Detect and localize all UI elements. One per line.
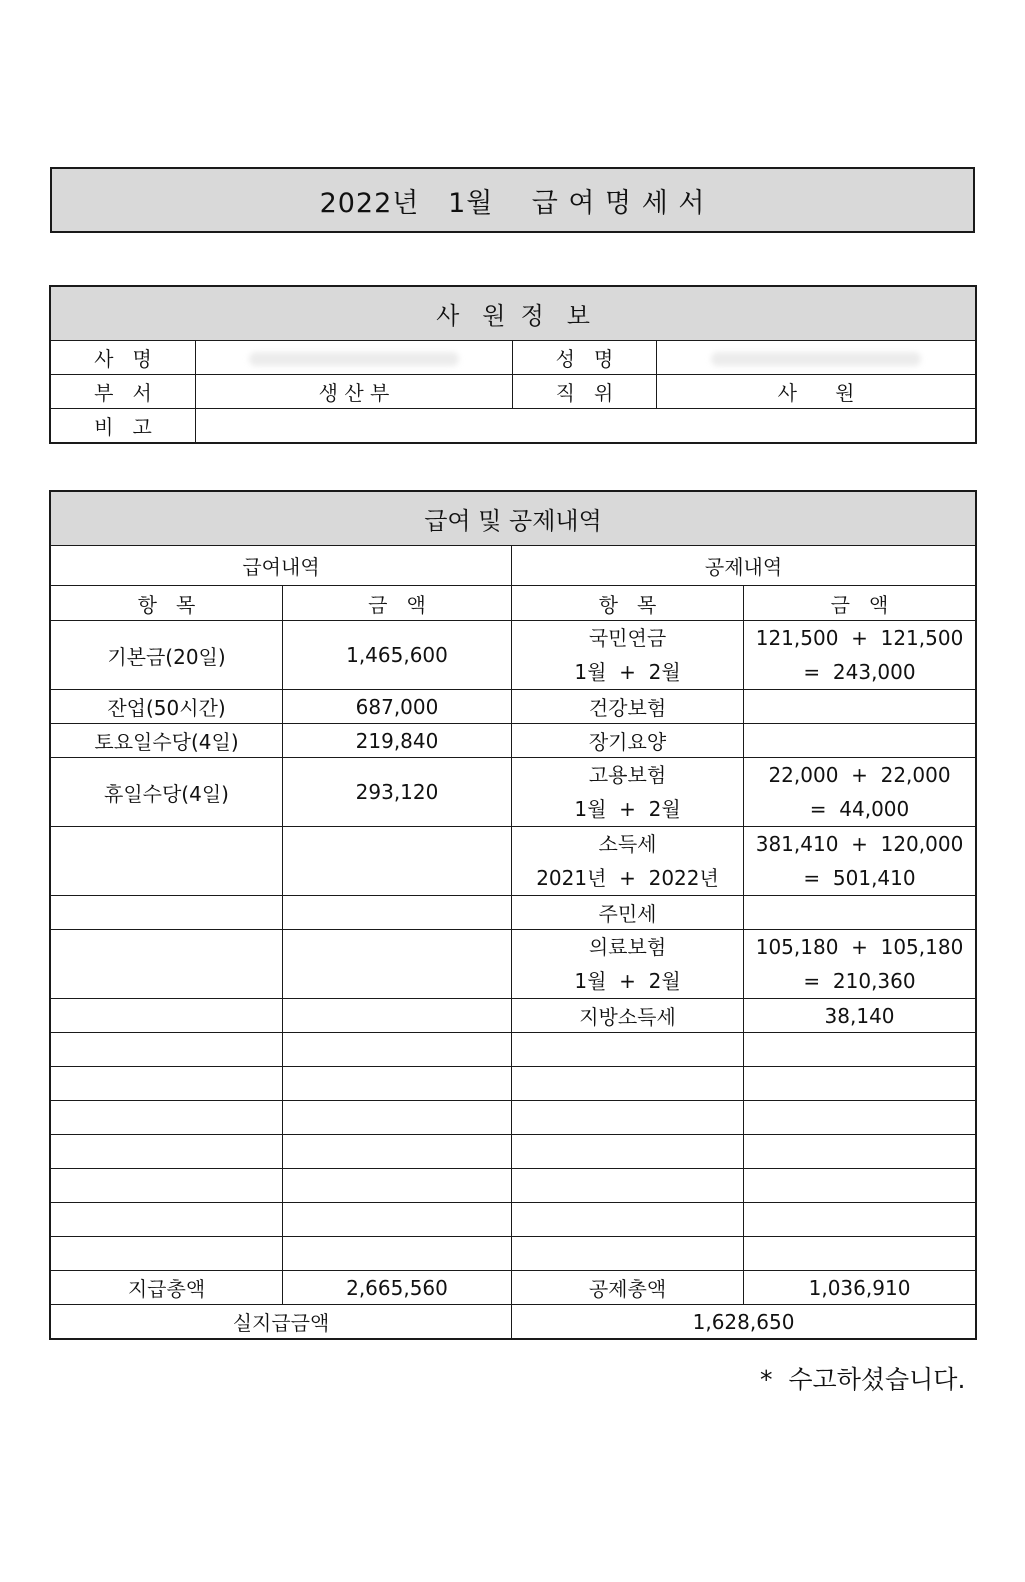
table-row [51, 690, 976, 724]
deduction-item-cell [512, 896, 744, 930]
blank-cell [512, 1169, 744, 1203]
table-row [51, 827, 976, 896]
blank-cell [51, 1067, 283, 1101]
pay-item-cell [51, 827, 283, 896]
pay-section-header: 급여내역 [51, 546, 512, 586]
remarks-value [196, 409, 976, 443]
deduction-item-line: 2021년 + 2022년 [536, 866, 719, 890]
company-label: 사 명 [51, 341, 196, 375]
deduction-item-column-header: 항 목 [512, 586, 744, 621]
pay-amount-cell [283, 999, 512, 1033]
blank-cell [744, 1101, 976, 1135]
redacted-mark [249, 352, 459, 366]
deduction-amount-line: 381,410 + 120,000 [755, 832, 964, 856]
blank-cell [512, 1203, 744, 1237]
net-pay-label: 실지급금액 [51, 1305, 512, 1339]
blank-row [51, 1101, 976, 1135]
pay-item-cell: 토요일수당(4일) [51, 724, 283, 758]
deduction-item-line: 소득세 [598, 832, 657, 856]
pay-amount-column-header: 금 액 [283, 586, 512, 621]
blank-cell [51, 1101, 283, 1135]
total-pay-value: 2,665,560 [283, 1271, 512, 1305]
deduction-amount-cell [744, 621, 976, 690]
deduction-item-cell [512, 621, 744, 690]
blank-row [51, 1135, 976, 1169]
deduction-item-line: 1월 + 2월 [574, 969, 681, 993]
blank-cell [744, 1033, 976, 1067]
deduction-item-line: 1월 + 2월 [574, 797, 681, 821]
deduction-item-line: 주민세 [598, 902, 657, 926]
remarks-label: 비 고 [51, 409, 196, 443]
deduction-amount-line: = 501,410 [803, 866, 916, 890]
pay-amount-cell: 293,120 [283, 758, 512, 827]
blank-cell [51, 1169, 283, 1203]
pay-amount-cell [283, 896, 512, 930]
blank-row [51, 1237, 976, 1271]
blank-cell [512, 1237, 744, 1271]
deduction-item-line: 1월 + 2월 [574, 660, 681, 684]
pay-item-cell: 기본금(20일) [51, 621, 283, 690]
blank-cell [512, 1033, 744, 1067]
deduction-item-line: 장기요양 [588, 730, 667, 754]
deduction-amount-line: = 210,360 [803, 969, 916, 993]
deduction-item-cell [512, 724, 744, 758]
blank-row [51, 1067, 976, 1101]
pay-amount-cell: 1,465,600 [283, 621, 512, 690]
deduction-section-header: 공제내역 [512, 546, 976, 586]
deduction-amount-line: 38,140 [824, 1003, 895, 1028]
deduction-item-line: 건강보험 [588, 696, 667, 720]
deduction-amount-cell [744, 930, 976, 999]
deduction-amount-line: 121,500 + 121,500 [755, 626, 964, 650]
deduction-amount-line: 105,180 + 105,180 [755, 935, 964, 959]
department-label: 부 서 [51, 375, 196, 409]
pay-amount-cell [283, 827, 512, 896]
deduction-item-cell [512, 930, 744, 999]
blank-cell [283, 1101, 512, 1135]
deduction-item-cell [512, 999, 744, 1033]
pay-item-cell: 휴일수당(4일) [51, 758, 283, 827]
deduction-amount-column-header: 금 액 [744, 586, 976, 621]
deduction-item-cell [512, 690, 744, 724]
employee-info-header: 사 원 정 보 [51, 287, 976, 341]
deduction-amount-cell [744, 724, 976, 758]
pay-amount-cell [283, 930, 512, 999]
pay-amount-cell: 219,840 [283, 724, 512, 758]
blank-cell [51, 1033, 283, 1067]
deduction-item-line: 고용보험 [588, 763, 667, 787]
blank-cell [283, 1169, 512, 1203]
blank-cell [283, 1067, 512, 1101]
redacted-mark [711, 352, 921, 366]
blank-row [51, 1033, 976, 1067]
position-label: 직 위 [513, 375, 657, 409]
table-row [51, 621, 976, 690]
pay-item-cell [51, 896, 283, 930]
deduction-amount-line: = 44,000 [809, 797, 910, 821]
blank-cell [512, 1135, 744, 1169]
blank-row [51, 1203, 976, 1237]
blank-cell [744, 1169, 976, 1203]
department-value: 생 산 부 [196, 375, 513, 409]
name-value [657, 341, 976, 375]
pay-amount-cell: 687,000 [283, 690, 512, 724]
deduction-item-line: 지방소득세 [579, 1005, 676, 1029]
table-row [51, 999, 976, 1033]
company-value [196, 341, 513, 375]
blank-cell [283, 1203, 512, 1237]
payroll-table [50, 491, 976, 1339]
employee-info-table [50, 286, 976, 443]
title-banner [50, 167, 975, 233]
total-deduction-value: 1,036,910 [744, 1271, 976, 1305]
table-row [51, 724, 976, 758]
blank-cell [51, 1135, 283, 1169]
total-deduction-label: 공제총액 [512, 1271, 744, 1305]
table-row [51, 930, 976, 999]
blank-cell [744, 1135, 976, 1169]
blank-cell [51, 1203, 283, 1237]
blank-cell [744, 1067, 976, 1101]
deduction-amount-line: 22,000 + 22,000 [768, 763, 951, 787]
blank-cell [283, 1237, 512, 1271]
blank-row [51, 1169, 976, 1203]
blank-cell [283, 1033, 512, 1067]
payroll-header: 급여 및 공제내역 [51, 492, 976, 546]
footer-note: * 수고하셨습니다. [760, 1365, 966, 1394]
pay-item-cell [51, 930, 283, 999]
total-pay-label: 지급총액 [51, 1271, 283, 1305]
blank-cell [51, 1237, 283, 1271]
deduction-item-line: 의료보험 [588, 935, 667, 959]
deduction-amount-cell [744, 827, 976, 896]
name-label: 성 명 [513, 341, 657, 375]
pay-item-column-header: 항 목 [51, 586, 283, 621]
table-row [51, 758, 976, 827]
blank-cell [283, 1135, 512, 1169]
deduction-amount-cell [744, 690, 976, 724]
blank-cell [744, 1203, 976, 1237]
deduction-item-cell [512, 758, 744, 827]
deduction-amount-cell [744, 758, 976, 827]
position-value: 사 원 [657, 375, 976, 409]
deduction-amount-line: = 243,000 [803, 660, 916, 684]
deduction-item-line: 국민연금 [588, 626, 667, 650]
pay-item-cell: 잔업(50시간) [51, 690, 283, 724]
deduction-amount-cell [744, 999, 976, 1033]
document-title: 2022년 1월 급 여 명 세 서 [319, 187, 706, 219]
table-row [51, 896, 976, 930]
deduction-amount-cell [744, 896, 976, 930]
net-pay-value: 1,628,650 [512, 1305, 976, 1339]
deduction-item-cell [512, 827, 744, 896]
blank-cell [744, 1237, 976, 1271]
blank-cell [512, 1101, 744, 1135]
blank-cell [512, 1067, 744, 1101]
pay-item-cell [51, 999, 283, 1033]
